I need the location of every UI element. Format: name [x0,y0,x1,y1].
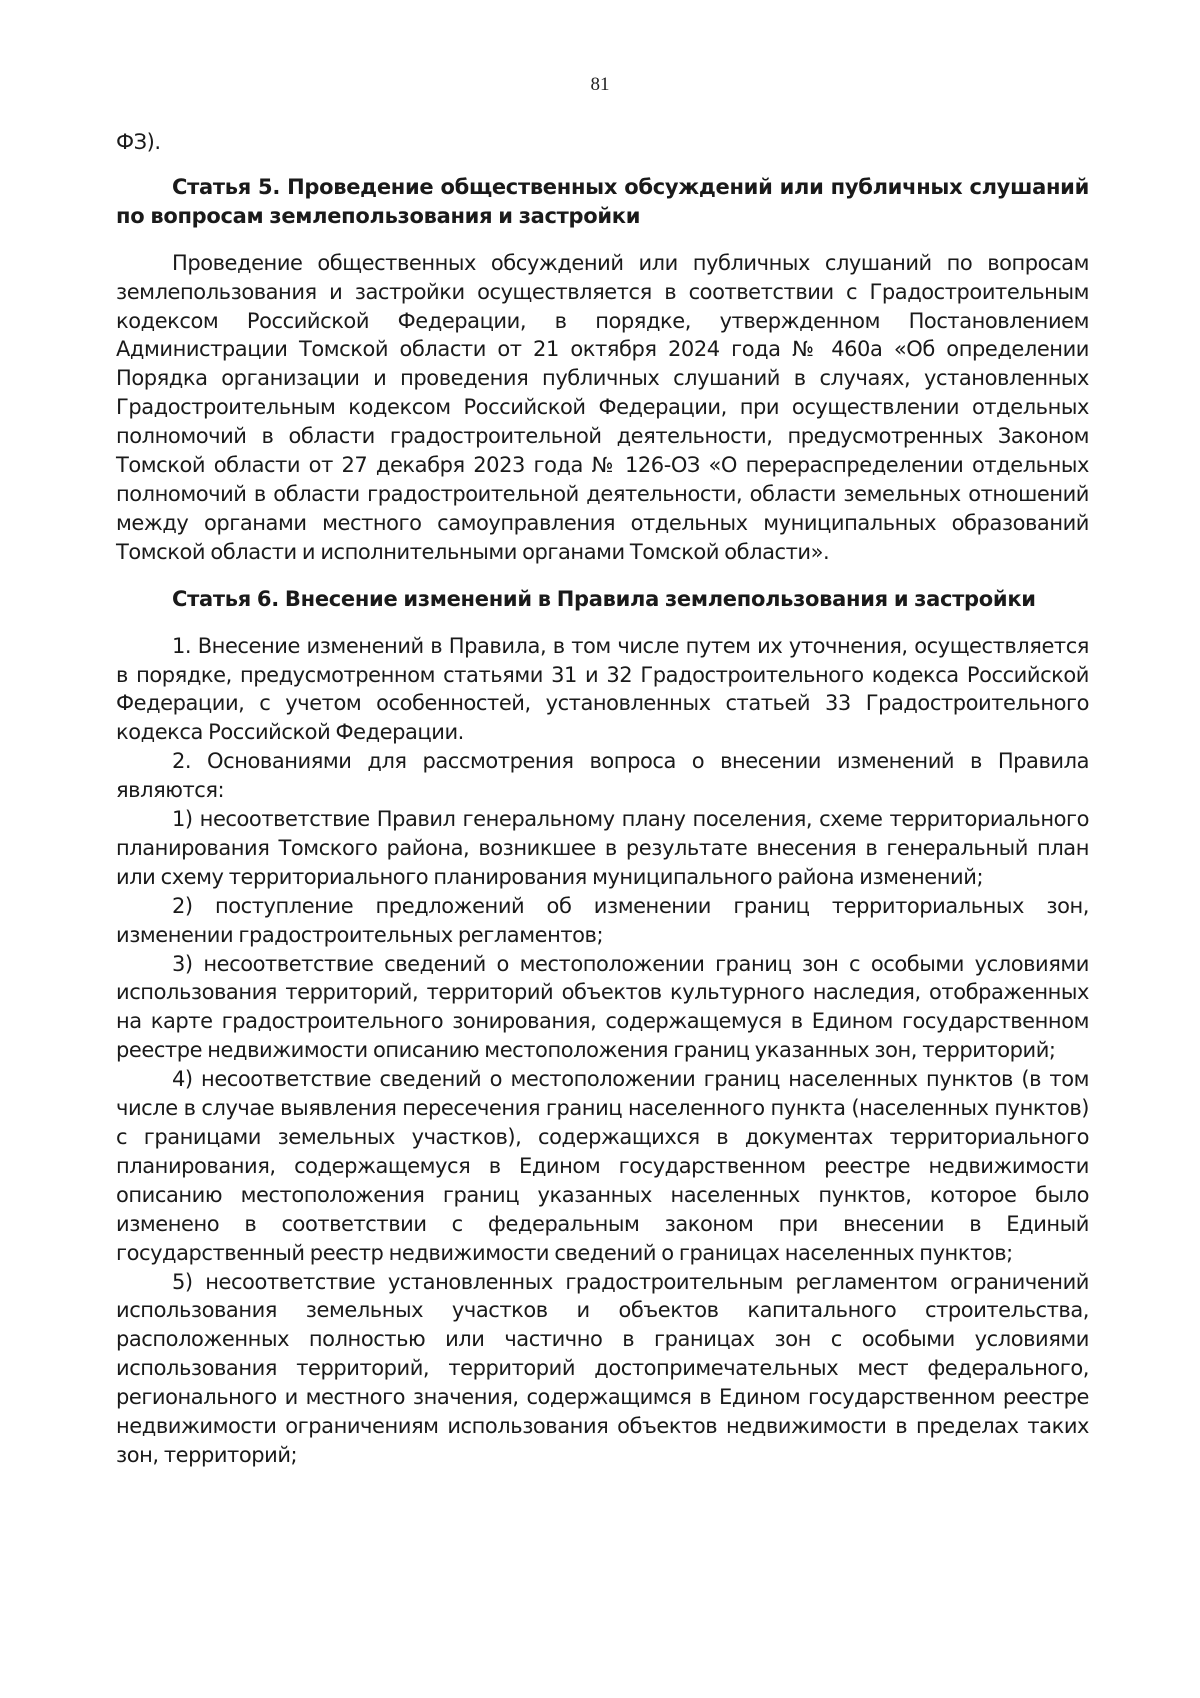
article-6-heading: Статья 6. Внесение изменений в Правила землепользования и застройки [172,586,1036,611]
article-5-paragraph: Проведение общественных обсуждений или публичных слушаний по вопросам землепользования и застройки осуществляется в соответствии с Градостроительным кодексом Российской Федерации, в порядке, утвержденном Постановлением Администрации Томской области от 21 октября 2024 года № 460а «Об определении Порядка организации и проведения публичных слушаний в случаях, установленных Градостроительным кодексом Российской Федерации, при осуществлении отдельных полномочий в области градостроительной деятельности, предусмотренных Законом Томской области от 27 декабря 2023 года № 126-ОЗ «О перераспределении отдельных полномочий в области градостроительной деятельности, области земельных отношений между органами местного самоуправления отдельных муниципальных образований Томской области и исполнительными органами Томской области». [116,250,1089,564]
list-item-1: 1) несоответствие Правил генеральному плану поселения, схеме территориального планирования Томского района, возникшее в результате внесения в генеральный план или схему территориального планирования муниципального района изменений; [116,807,1089,889]
list-item-4: 4) несоответствие сведений о местоположении границ населенных пунктов (в том числе в случае выявления пересечения границ населенного пункта (населенных пунктов) с границами земельных участков), содержащихся в документах территориального планирования, содержащемуся в Едином государственном реестре недвижимости описанию местоположения границ указанных населенных пунктов, которое было изменено в соответствии с федеральным законом при внесении в Единый государственный реестр недвижимости сведений о границах населенных пунктов; [116,1067,1089,1265]
page-number: 81 [590,74,610,95]
article-6-paragraph-2: 2. Основаниями для рассмотрения вопроса о внесении изменений в Правила являются: [116,749,1089,803]
list-item-5: 5) несоответствие установленных градостроительным регламентом ограничений использования земельных участков и объектов капитального строительства, расположенных полностью или частично в границах зон с особыми условиями использования территорий, территорий достопримечательных мест федерального, регионального и местного значения, содержащимся в Едином государственном реестре недвижимости ограничениям использования объектов недвижимости в пределах таких зон, территорий; [116,1269,1089,1467]
article-5-heading: Статья 5. Проведение общественных обсуждений или публичных слушаний по вопросам землепользования и застройки [116,174,1089,228]
list-item-3: 3) несоответствие сведений о местоположении границ зон с особыми условиями использования территорий, территорий объектов культурного наследия, отображенных на карте градостроительного зонирования, содержащемуся в Едином государственном реестре недвижимости описанию местоположения границ указанных зон, территорий; [116,951,1089,1063]
article-6-paragraph-1: 1. Внесение изменений в Правила, в том числе путем их уточнения, осуществляется в порядке, предусмотренном статьями 31 и 32 Градостроительного кодекса Российской Федерации, с учетом особенностей, установленных статьей 33 Градостроительного кодекса Российской Федерации. [116,633,1089,745]
document-body [116,128,1089,1470]
continued-fragment: ФЗ). [116,130,161,154]
list-item-2: 2) поступление предложений об изменении границ территориальных зон, изменении градостроительных регламентов; [116,893,1089,947]
